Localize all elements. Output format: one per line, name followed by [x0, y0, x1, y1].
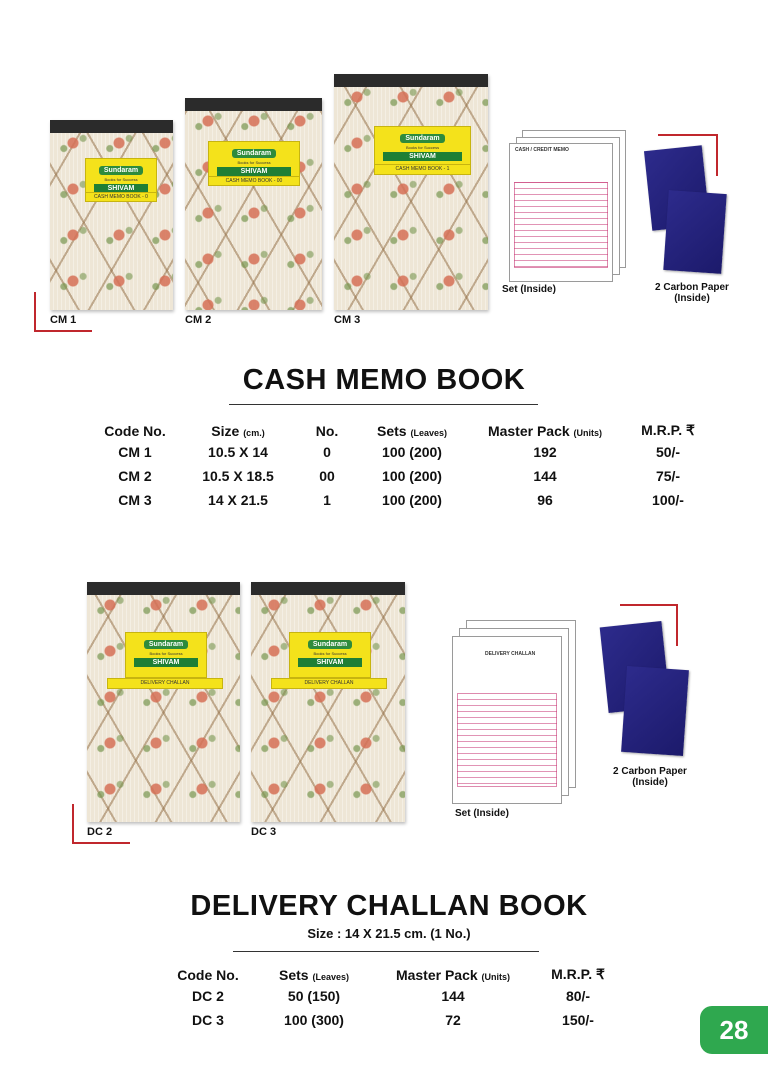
corner-accent [676, 604, 678, 646]
col-master-unit: (Units) [573, 427, 603, 438]
cell-master: 192 [533, 444, 557, 460]
book-spine [87, 582, 240, 595]
challan-sheet-front [452, 636, 562, 804]
cell-sets: 50 (150) [287, 988, 341, 1004]
sheet-header: DELIVERY CHALLAN [485, 651, 536, 657]
cell-master: 72 [445, 1012, 461, 1028]
cell-size: 14 X 21.5 [208, 492, 268, 508]
book-code-label: DC 3 [251, 826, 277, 838]
table-row [90, 465, 712, 489]
cell-master: 144 [441, 988, 465, 1004]
cover-label [125, 632, 207, 678]
table-header-row [162, 966, 624, 985]
page-number-badge: 28 [700, 1006, 768, 1054]
cell-no: 1 [323, 492, 331, 508]
cell-no: 00 [319, 468, 335, 484]
col-sets-unit: (Leaves) [312, 971, 349, 982]
sheet-header: CASH / CREDIT MEMO [515, 147, 569, 153]
section-heading: DELIVERY CHALLAN BOOK [190, 890, 588, 922]
cover-title: DELIVERY CHALLAN [271, 678, 387, 689]
col-sets [254, 966, 374, 985]
col-master [374, 966, 532, 985]
set-inside-caption: Set (Inside) [455, 808, 509, 819]
cover-brand: SHIVAM [383, 152, 462, 161]
cell-mrp: 150/- [562, 1012, 594, 1028]
cover-logo: Sundaram [308, 640, 352, 649]
cell-code: DC 3 [192, 1012, 224, 1028]
book-cover-dc2 [87, 582, 240, 822]
col-master-unit: (Units) [481, 971, 511, 982]
memo-sheet-front [509, 143, 613, 282]
corner-accent [658, 134, 718, 136]
book-cover-cm1 [50, 120, 173, 310]
book-code-label: DC 2 [87, 826, 113, 838]
cover-logo: Sundaram [400, 134, 444, 143]
heading-rule [229, 404, 538, 405]
cell-sets: 100 (300) [284, 1012, 344, 1028]
book-spine [185, 98, 322, 111]
cell-master: 144 [533, 468, 557, 484]
corner-accent [620, 604, 678, 606]
col-master-label: Master Pack [395, 966, 478, 983]
heading-rule [233, 951, 539, 952]
cell-code: CM 2 [118, 468, 152, 484]
cell-sets: 100 (200) [382, 468, 442, 484]
cover-brand: SHIVAM [94, 184, 148, 193]
cover-logo: Sundaram [232, 149, 276, 158]
table-row [90, 441, 712, 465]
cell-code: DC 2 [192, 988, 224, 1004]
col-size [180, 422, 296, 441]
cell-sets: 100 (200) [382, 492, 442, 508]
cover-brand: SHIVAM [298, 658, 362, 667]
table-row [162, 985, 624, 1009]
carbon-paper [621, 666, 689, 756]
col-no: No. [315, 422, 339, 439]
cash-memo-table [90, 422, 712, 513]
cover-tagline: Books for Success [149, 651, 183, 656]
carbon-caption-line: (Inside) [674, 293, 710, 304]
cell-size: 10.5 X 18.5 [202, 468, 274, 484]
cover-tagline: Books for Success [405, 145, 440, 150]
cell-mrp: 75/- [655, 468, 681, 484]
book-cover-dc3 [251, 582, 405, 822]
cell-no: 0 [323, 444, 331, 460]
table-row [90, 489, 712, 513]
cell-code: CM 1 [118, 444, 152, 460]
sheet-ruled-lines [514, 182, 608, 268]
cover-title: DELIVERY CHALLAN [107, 678, 223, 689]
cover-title: CASH MEMO BOOK - 0 [85, 192, 157, 202]
section-subheading: Size : 14 X 21.5 cm. (1 No.) [307, 926, 471, 941]
cover-logo: Sundaram [99, 166, 143, 175]
col-master-label: Master Pack [487, 422, 570, 439]
book-spine [251, 582, 405, 595]
table-header-row [90, 422, 712, 441]
col-sets-label: Sets [377, 422, 407, 439]
col-code: Code No. [104, 422, 166, 439]
carbon-caption-line: 2 Carbon Paper [613, 766, 687, 777]
book-cover-cm3 [334, 74, 488, 310]
book-code-label: CM 3 [334, 314, 361, 326]
corner-accent [34, 330, 92, 332]
cell-master: 96 [537, 492, 553, 508]
carbon-caption [642, 282, 742, 304]
cell-code: CM 3 [118, 492, 152, 508]
carbon-paper [663, 190, 726, 274]
col-size-unit: (cm.) [243, 427, 265, 438]
cell-mrp: 100/- [652, 492, 684, 508]
book-spine [50, 120, 173, 133]
col-sets [358, 422, 466, 441]
cover-logo: Sundaram [144, 640, 188, 649]
book-cover-cm2 [185, 98, 322, 310]
book-code-label: CM 1 [50, 314, 77, 326]
col-sets-unit: (Leaves) [410, 427, 447, 438]
cell-sets: 100 (200) [382, 444, 442, 460]
set-inside-caption: Set (Inside) [502, 284, 556, 295]
cover-tagline: Books for Success [237, 160, 271, 165]
corner-accent [72, 804, 74, 844]
book-code-label: CM 2 [185, 314, 212, 326]
delivery-challan-table [162, 966, 624, 1033]
cover-title: CASH MEMO BOOK - 00 [208, 176, 300, 186]
col-master [466, 422, 624, 441]
col-mrp: M.R.P. ₹ [641, 422, 695, 438]
col-size-label: Size [211, 422, 240, 439]
cover-tagline: Books for Success [104, 177, 138, 182]
col-code: Code No. [177, 966, 239, 983]
col-sets-label: Sets [279, 966, 309, 983]
cell-mrp: 80/- [565, 988, 591, 1004]
carbon-caption-line: (Inside) [632, 777, 668, 788]
corner-accent [72, 842, 130, 844]
corner-accent [716, 134, 718, 176]
book-spine [334, 74, 488, 87]
carbon-caption [600, 766, 700, 788]
cover-label [289, 632, 371, 678]
carbon-caption-line: 2 Carbon Paper [655, 282, 729, 293]
cover-title: CASH MEMO BOOK - 1 [374, 164, 471, 175]
cover-brand: SHIVAM [217, 167, 291, 176]
cell-mrp: 50/- [655, 444, 681, 460]
cover-brand: SHIVAM [134, 658, 198, 667]
cover-tagline: Books for Success [313, 651, 347, 656]
cell-size: 10.5 X 14 [208, 444, 268, 460]
corner-accent [34, 292, 36, 332]
table-row [162, 1009, 624, 1033]
sheet-ruled-lines [457, 693, 557, 787]
section-heading: CASH MEMO BOOK [242, 364, 526, 396]
col-mrp: M.R.P. ₹ [551, 966, 605, 982]
